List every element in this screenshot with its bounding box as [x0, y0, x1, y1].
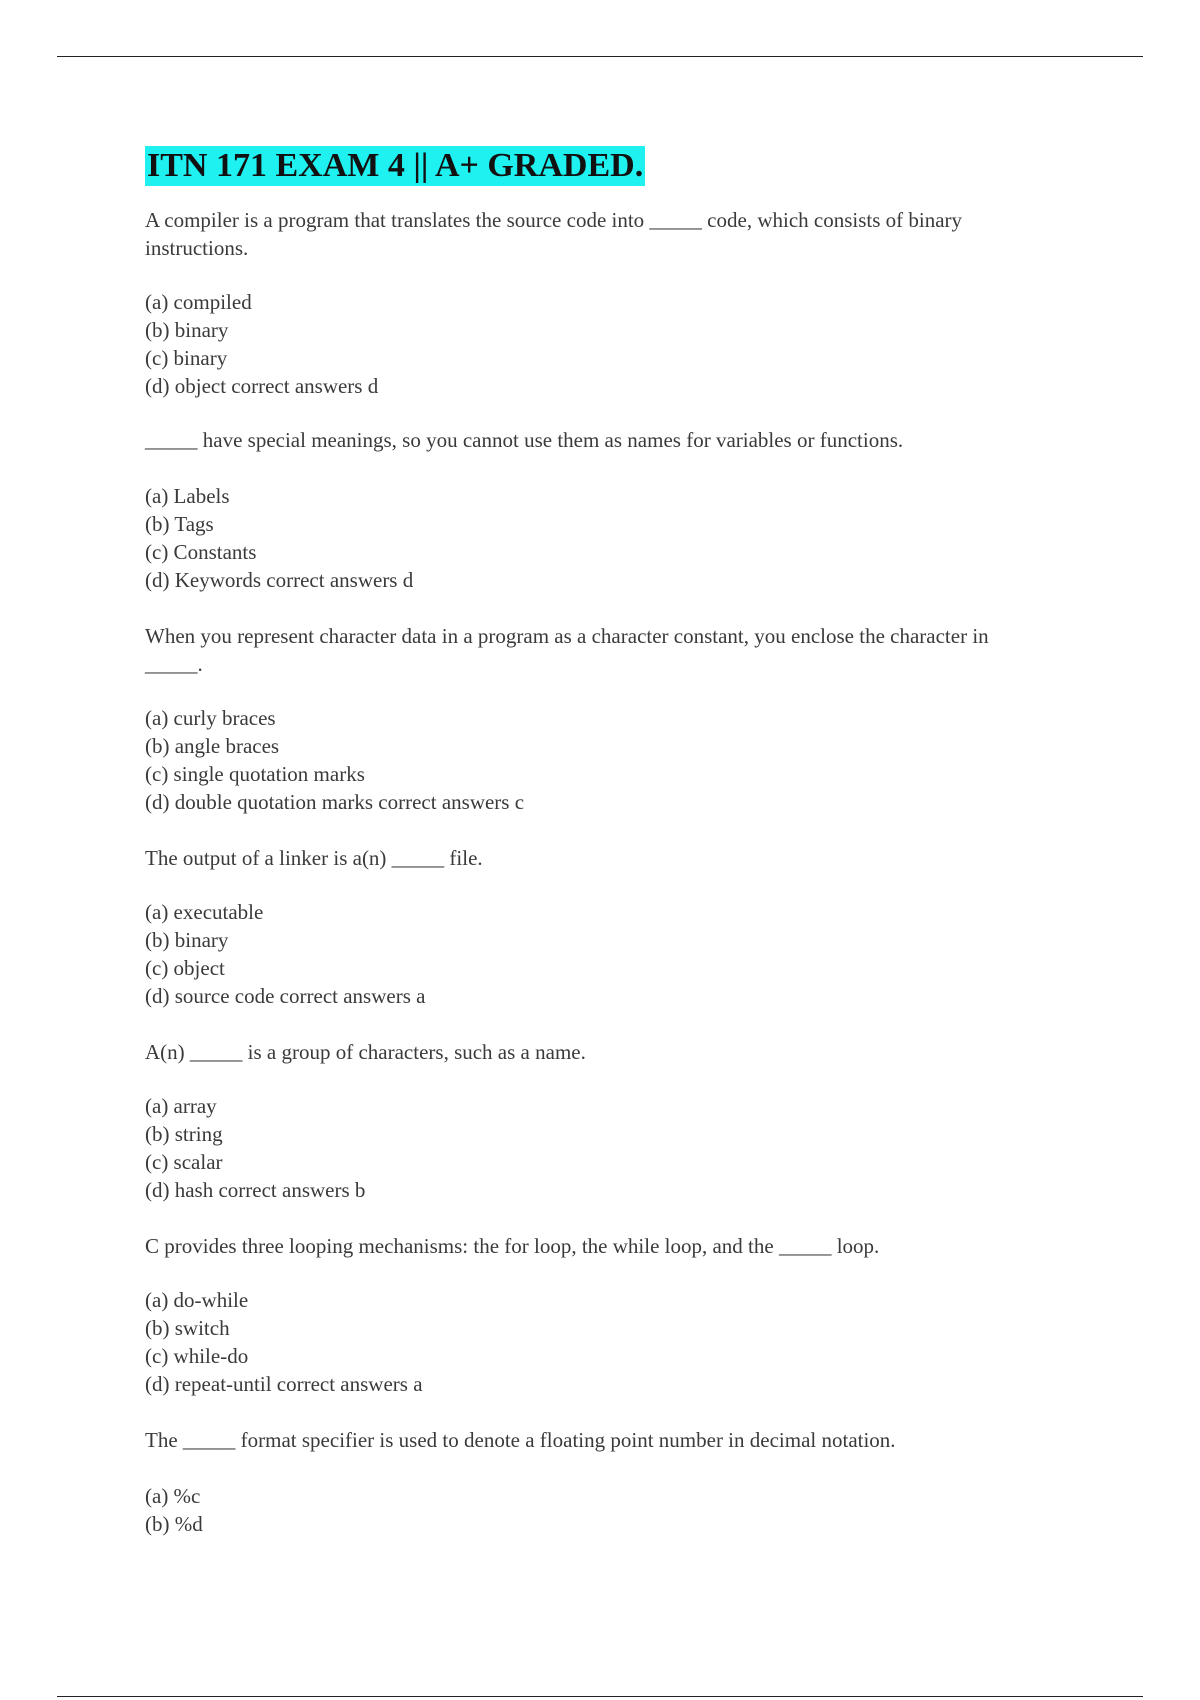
- option-item: (c) object: [145, 956, 225, 980]
- option-list: [145, 1482, 1045, 1538]
- document-title: ITN 171 EXAM 4 || A+ GRADED.: [147, 147, 644, 184]
- option-item: (a) Labels: [145, 484, 230, 508]
- question-stem: The _____ format specifier is used to denote a floating point number in decimal notation.: [145, 1428, 896, 1452]
- question-5: [145, 1038, 1045, 1204]
- question-3: [145, 622, 1045, 816]
- option-list: [145, 1092, 1045, 1204]
- question-6: [145, 1232, 1045, 1398]
- option-item: (c) Constants: [145, 540, 257, 564]
- question-4: [145, 844, 1045, 1010]
- option-item: (d) repeat-until correct answers a: [145, 1372, 423, 1396]
- option-item: (b) Tags: [145, 512, 214, 536]
- option-item: (c) binary: [145, 346, 228, 370]
- option-item: (a) do-while: [145, 1288, 249, 1312]
- option-item: (c) while-do: [145, 1344, 249, 1368]
- option-item: (b) binary: [145, 928, 229, 952]
- option-item: (c) single quotation marks: [145, 762, 365, 786]
- option-item: (b) binary: [145, 318, 229, 342]
- question-stem: A(n) _____ is a group of characters, such as a name.: [145, 1040, 586, 1064]
- question-7: [145, 1426, 1045, 1538]
- top-rule: [57, 56, 1143, 57]
- question-stem: When you represent character data in a program as a character constant, you enclose the character in _____.: [145, 624, 989, 676]
- option-item: (c) scalar: [145, 1150, 223, 1174]
- option-item: (a) compiled: [145, 290, 252, 314]
- option-item: (d) double quotation marks correct answers c: [145, 790, 525, 814]
- option-item: (b) angle braces: [145, 734, 280, 758]
- option-item: (d) hash correct answers b: [145, 1178, 366, 1202]
- option-item: (d) source code correct answers a: [145, 984, 426, 1008]
- question-stem: The output of a linker is a(n) _____ file.: [145, 846, 483, 870]
- option-list: [145, 898, 1045, 1010]
- question-stem: A compiler is a program that translates the source code into _____ code, which consists of binary instructions.: [145, 208, 963, 260]
- option-item: (a) %c: [145, 1484, 201, 1508]
- option-list: [145, 288, 1045, 400]
- option-item: (a) array: [145, 1094, 217, 1118]
- option-item: (b) switch: [145, 1316, 230, 1340]
- question-stem: C provides three looping mechanisms: the for loop, the while loop, and the _____ loop.: [145, 1234, 880, 1258]
- option-item: (d) Keywords correct answers d: [145, 568, 414, 592]
- document-body: [145, 146, 1045, 1538]
- question-2: [145, 426, 1045, 594]
- question-1: [145, 206, 1045, 400]
- option-item: (a) executable: [145, 900, 264, 924]
- bottom-rule: [57, 1696, 1143, 1697]
- option-item: (a) curly braces: [145, 706, 276, 730]
- option-list: [145, 1286, 1045, 1398]
- question-stem: _____ have special meanings, so you cannot use them as names for variables or functions.: [145, 428, 904, 452]
- option-item: (b) %d: [145, 1512, 203, 1536]
- option-item: (d) object correct answers d: [145, 374, 379, 398]
- option-item: (b) string: [145, 1122, 223, 1146]
- option-list: [145, 482, 1045, 594]
- option-list: [145, 704, 1045, 816]
